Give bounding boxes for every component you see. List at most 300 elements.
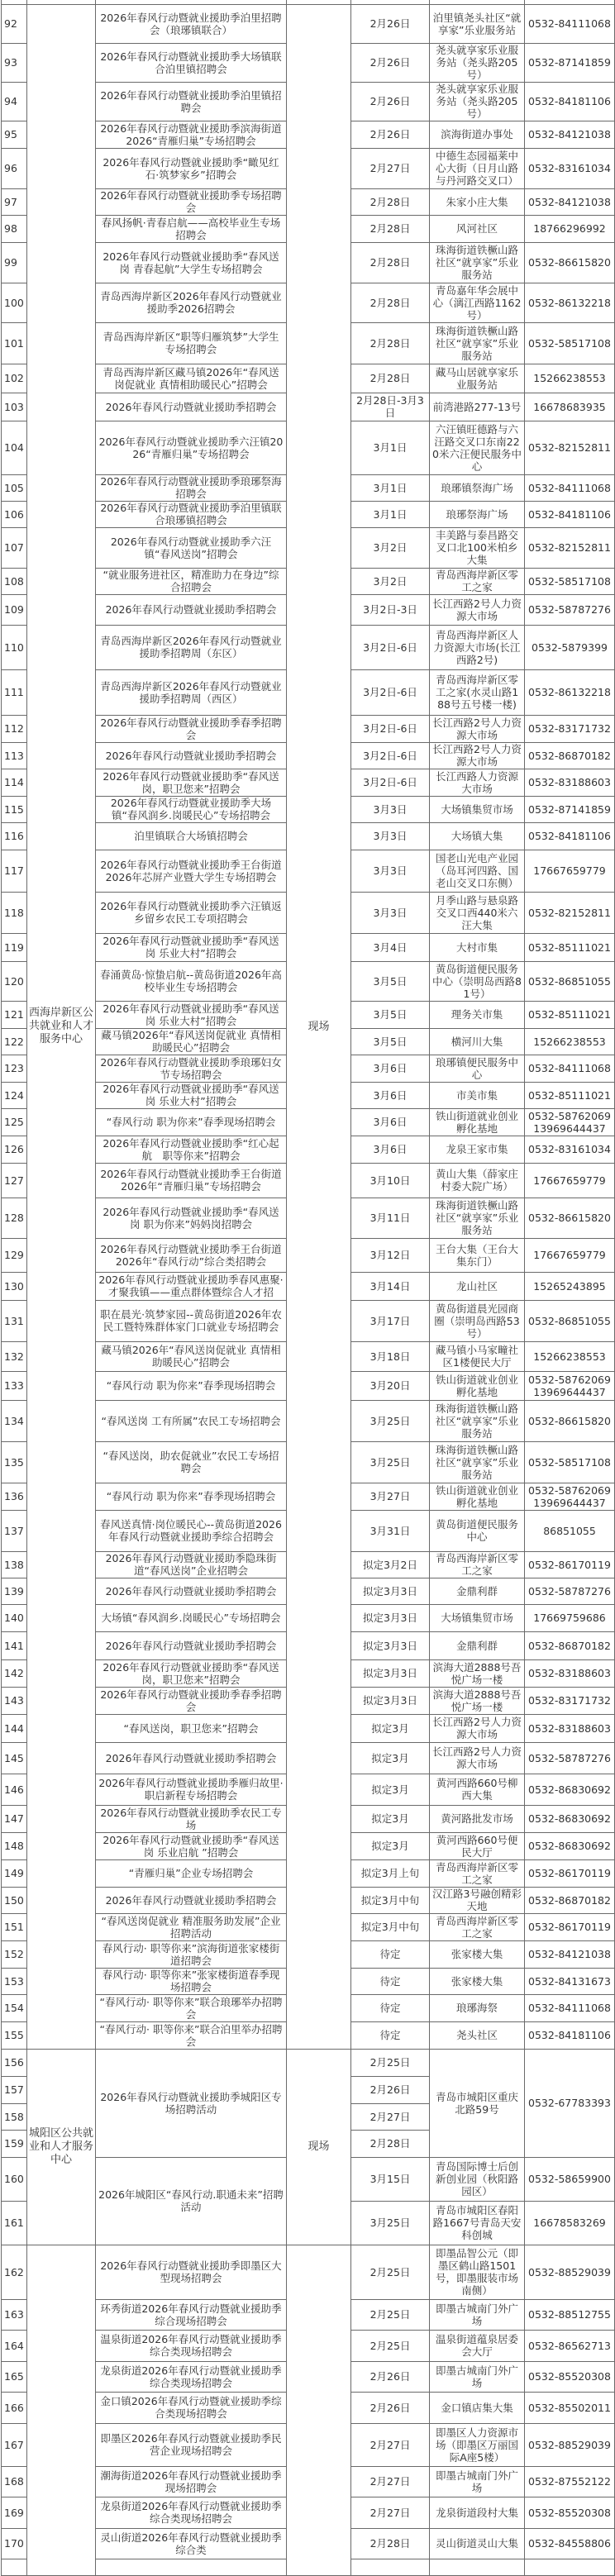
contact-phone: 17667659779: [525, 850, 615, 892]
event-date: 2月27日: [351, 2466, 430, 2497]
event-date: 拟定3月2日: [351, 1551, 430, 1578]
event-date: 拟定3月上旬: [351, 1859, 430, 1887]
row-number: 108: [2, 568, 27, 594]
event-name: 潮海街道2026年春风行动暨就业援助季现场招聘会: [96, 2466, 287, 2497]
event-location: 长江西路2号人力资源大市场: [430, 1714, 525, 1742]
contact-phone: 15266238553: [525, 1028, 615, 1055]
event-location: 铁山街道就业创业孵化基地: [430, 1108, 525, 1136]
contact-phone: 0532-83188603: [525, 1714, 615, 1742]
contact-phone: 0532-67783393: [525, 2049, 615, 2157]
event-name: 2026年春风行动暨就业援助季城阳区专场招聘活动: [96, 2049, 287, 2157]
contact-phone: 0532-83188603: [525, 769, 615, 796]
format-cell: 现场: [287, 4, 351, 2049]
event-location: 滨海大道2888号吾悦广场一楼: [430, 1687, 525, 1714]
contact-phone: 0532-88512755: [525, 2299, 615, 2330]
event-location: 中德生态园福莱中心大街（日月山路与丹河路交叉口）: [430, 148, 525, 188]
event-location: 金鼎利群: [430, 1631, 525, 1659]
event-name: 2026年春风行动暨就业援助季招聘会: [96, 1631, 287, 1659]
event-date: 2月28日: [351, 2528, 430, 2559]
row-number: 133: [2, 1371, 27, 1400]
event-date: 3月4日: [351, 933, 430, 961]
table-row: [2, 4, 615, 43]
contact-phone: 0532-58659900: [525, 2157, 615, 2201]
event-location: 珠海街道铁橛山路社区“就享家”乐业服务站: [430, 1198, 525, 1238]
contact-phone: 0532-83171732: [525, 1687, 615, 1714]
event-name: 2026年春风行动暨就业援助季“春风送岗，职卫您来”招聘会: [96, 1659, 287, 1687]
event-date: 3月3日: [351, 796, 430, 822]
event-name: 龙泉街道2026年春风行动暨就业援助季综合类现场招聘会: [96, 2497, 287, 2528]
event-name: 2026年春风行动暨就业援助季“瞰见红石·筑梦家乡”招聘会: [96, 148, 287, 188]
row-number: 155: [2, 2021, 27, 2049]
event-date: 3月2日-6日: [351, 715, 430, 742]
event-name: 2026年春风行动暨就业援助季招聘会: [96, 742, 287, 769]
event-name: 2026年春风行动暨就业援助季六汪镇“春风送岗”招聘会: [96, 527, 287, 568]
contact-phone: 0532-88529039: [525, 2245, 615, 2299]
event-date: 3月12日: [351, 1238, 430, 1272]
row-number: 154: [2, 1994, 27, 2021]
event-location: 珠海街道铁橛山路社区“就享家”乐业服务站: [430, 1400, 525, 1441]
event-name: 2026年春风行动暨就业援助季招聘会: [96, 393, 287, 421]
event-location: 大场镇集贸市场: [430, 1604, 525, 1631]
row-number: 100: [2, 283, 27, 322]
contact-phone: 0532-85111021: [525, 1082, 615, 1108]
row-number: 164: [2, 2330, 27, 2361]
event-name: 春风行动· 职等你来”张家楼街道春季现场招聘会: [96, 1968, 287, 1994]
contact-phone: 0532-84111068: [525, 4, 615, 43]
contact-phone: 0532-84181106: [525, 822, 615, 850]
event-date: 3月5日: [351, 1028, 430, 1055]
row-number: 146: [2, 1774, 27, 1805]
event-date: 拟定3月3日: [351, 1578, 430, 1604]
contact-phone: 0532-85520308: [525, 2361, 615, 2392]
contact-phone: 0532-84121038: [525, 1940, 615, 1968]
contact-phone: 15266238553: [525, 1341, 615, 1371]
event-name: 2026年春风行动暨就业援助季春季招聘会: [96, 715, 287, 742]
row-number: 103: [2, 393, 27, 421]
event-name: 2026年春风行动暨就业援助季春季招聘会: [96, 1687, 287, 1714]
row-number: 99: [2, 242, 27, 283]
row-number: 140: [2, 1604, 27, 1631]
row-number: 144: [2, 1714, 27, 1742]
event-name: 2026年春风行动暨就业援助季招聘会: [96, 594, 287, 625]
row-number: 151: [2, 1913, 27, 1940]
event-date: 拟定3月: [351, 1742, 430, 1774]
contact-phone: 0532-87141859: [525, 796, 615, 822]
row-number: 95: [2, 121, 27, 148]
event-location: 前湾港路277-13号: [430, 393, 525, 421]
event-date: 拟定3月: [351, 1832, 430, 1859]
contact-phone: 0532-83161034: [525, 148, 615, 188]
event-date: 3月2日: [351, 568, 430, 594]
event-location: 长江西路2号人力资源大市场: [430, 715, 525, 742]
row-number: 136: [2, 1483, 27, 1510]
row-number: 167: [2, 2423, 27, 2466]
event-name: 2026年春风行动暨就业援助季王台街道2026年“春风行动”综合类招聘会: [96, 1238, 287, 1272]
contact-phone: 0532-84121038: [525, 121, 615, 148]
row-number: 134: [2, 1400, 27, 1441]
row-number: 112: [2, 715, 27, 742]
event-location: 大村市集: [430, 933, 525, 961]
row-number: 165: [2, 2361, 27, 2392]
event-location: 青岛西海岸新区零工之家: [430, 1859, 525, 1887]
event-date: 2月27日: [351, 2103, 430, 2130]
event-name: 2026年春风行动暨就业援助季王台街道2026年芯屏产业暨大学生专场招聘会: [96, 850, 287, 892]
event-name: “就业服务进社区，精准助力在身边”综合招聘会: [96, 568, 287, 594]
contact-phone: 17669759686: [525, 1604, 615, 1631]
event-date: 3月2日-6日: [351, 742, 430, 769]
contact-phone: 17667659779: [525, 1163, 615, 1198]
event-date: 3月5日: [351, 961, 430, 1001]
row-number: 93: [2, 43, 27, 82]
event-location: 铁山街道就业创业孵化基地: [430, 1371, 525, 1400]
row-number: 123: [2, 1055, 27, 1082]
event-date: 2月26日: [351, 2361, 430, 2392]
row-number: 126: [2, 1136, 27, 1163]
event-name: 2026年春风行动暨就业援助季农民工专场: [96, 1805, 287, 1832]
row-number: 138: [2, 1551, 27, 1578]
row-number: 119: [2, 933, 27, 961]
contact-phone: 0532-86870182: [525, 742, 615, 769]
event-location: 珠海街道铁橛山路社区“就享家”乐业服务站: [430, 322, 525, 364]
organizer-cell: 城阳区公共就业和人才服务中心: [27, 2049, 96, 2245]
event-location: 琅琊海祭: [430, 1994, 525, 2021]
event-location: 理务关市集: [430, 1001, 525, 1028]
event-name: 2026年春风行动暨就业援助季“春风送岗 乐业大村”招聘会: [96, 933, 287, 961]
event-date: 2月28日: [351, 215, 430, 242]
row-number: 116: [2, 822, 27, 850]
event-name: 2026年春风行动暨就业援助季春风惠聚·才聚我镇——重点群体暨综合人才招: [96, 1272, 287, 1300]
row-number: 94: [2, 82, 27, 121]
event-name: 2026年春风行动暨就业援助季专场招聘会: [96, 188, 287, 215]
event-name: 2026年春风行动暨就业援助季泊里镇招聘会: [96, 82, 287, 121]
row-number: 158: [2, 2103, 27, 2130]
event-date: 待定: [351, 2021, 430, 2049]
contact-phone: 0532-85502011: [525, 2392, 615, 2423]
table-row: [2, 2245, 615, 2299]
event-location: 藏马镇小马家疃社区1楼便民大厅: [430, 1341, 525, 1371]
event-date: 2月28日: [351, 2130, 430, 2157]
contact-phone: 0532-82152811: [525, 892, 615, 933]
contact-phone: 15266238553: [525, 364, 615, 393]
event-name: 2026年春风行动暨就业援助季“春风送岗，职卫您来”招聘会: [96, 769, 287, 796]
contact-phone: 0532-58787276: [525, 1742, 615, 1774]
organizer-cell: [27, 2245, 96, 2575]
row-number: 137: [2, 1510, 27, 1551]
event-date: 3月2日-6日: [351, 669, 430, 715]
row-number: 152: [2, 1940, 27, 1968]
row-number: 168: [2, 2466, 27, 2497]
event-name: 灵山街道2026年春风行动暨就业援助季综合类: [96, 2528, 287, 2559]
row-number: 115: [2, 796, 27, 822]
row-number: 118: [2, 892, 27, 933]
event-date: 3月1日: [351, 474, 430, 501]
contact-phone: 0532-84181106: [525, 501, 615, 527]
event-date: 2月28日: [351, 283, 430, 322]
event-name: 2026年春风行动暨就业援助季六汪镇2026“青雁归巢”专场招聘会: [96, 421, 287, 474]
contact-phone: 0532-86170119: [525, 1551, 615, 1578]
event-date: 2月28日: [351, 364, 430, 393]
contact-phone: 0532-85111021: [525, 933, 615, 961]
row-number: 159: [2, 2130, 27, 2157]
event-date: 3月2日: [351, 527, 430, 568]
event-name: 温泉街道2026年春风行动暨就业援助季综合类现场招聘会: [96, 2330, 287, 2361]
event-date: 3月1日: [351, 501, 430, 527]
event-date: 3月25日: [351, 2201, 430, 2245]
event-name: 2026年春风行动暨就业援助季“红心起航 职等你来”招聘会: [96, 1136, 287, 1163]
event-name: 泊里镇联合大场镇招聘会: [96, 822, 287, 850]
event-location: 风河社区: [430, 215, 525, 242]
format-cell: [287, 2245, 351, 2575]
event-name: “春风行动· 职等你来”联合泊里举办招聘会: [96, 2021, 287, 2049]
row-number: 114: [2, 769, 27, 796]
event-name: “春风行动 职为你来”春季现场招聘会: [96, 1108, 287, 1136]
event-location: 珠海街道铁橛山路社区“就享家”乐业服务站: [430, 1441, 525, 1483]
event-location: 六汪镇旺德路与六汪路交叉口东南220米六汪便民服务中心: [430, 421, 525, 474]
event-date: 3月10日: [351, 1163, 430, 1198]
event-name: 青岛西海岸新区2026年春风行动暨就业援助季2026招聘会: [96, 283, 287, 322]
event-name: 2026年春风行动暨就业援助季招聘会: [96, 1578, 287, 1604]
row-number: 141: [2, 1631, 27, 1659]
contact-phone: 0532-82152811: [525, 421, 615, 474]
event-date: 2月26日: [351, 121, 430, 148]
table-row: [2, 2049, 615, 2076]
row-number: 110: [2, 625, 27, 669]
event-name: 2026年春风行动暨就业援助季大场镇“春风润乡.岗暖民心”专场招聘会: [96, 796, 287, 822]
event-name: 2026年春风行动暨就业援助季王台街道2026年“青雁归巢”专场招聘会: [96, 1163, 287, 1198]
row-number: 131: [2, 1300, 27, 1341]
row-number: 139: [2, 1578, 27, 1604]
event-location: 珠海街道铁橛山路社区“就享家”乐业服务站: [430, 242, 525, 283]
event-name: 环秀街道2026年春风行动暨就业援助季综合现场招聘会: [96, 2299, 287, 2330]
event-location: [430, 2559, 525, 2575]
event-date: 2月26日: [351, 82, 430, 121]
event-location: 滨海街道办事处: [430, 121, 525, 148]
row-number: 148: [2, 1832, 27, 1859]
event-date: [351, 2559, 430, 2575]
row-number: 162: [2, 2245, 27, 2299]
event-date: 2月27日: [351, 2423, 430, 2466]
event-date: 待定: [351, 1994, 430, 2021]
contact-phone: 0532-86830692: [525, 1805, 615, 1832]
event-date: 拟定3月: [351, 1774, 430, 1805]
event-location: 青岛市城阳区重庆北路59号: [430, 2049, 525, 2157]
event-date: 2月25日: [351, 2330, 430, 2361]
row-number: 106: [2, 501, 27, 527]
row-number: 129: [2, 1238, 27, 1272]
event-name: 2026年春风行动暨就业援助季即墨区大型现场招聘会: [96, 2245, 287, 2299]
event-date: 3月31日: [351, 1510, 430, 1551]
row-number: 125: [2, 1108, 27, 1136]
event-name: 春风送真情·岗位暖民心--黄岛街道2026年春风行动暨就业援助季综合招聘会: [96, 1510, 287, 1551]
event-date: 3月18日: [351, 1341, 430, 1371]
contact-phone: 0532-58787276: [525, 1578, 615, 1604]
row-number: 160: [2, 2157, 27, 2201]
contact-phone: 0532-86870182: [525, 1887, 615, 1913]
event-location: 青岛西海岸新区零工之家: [430, 1551, 525, 1578]
event-date: 3月17日: [351, 1300, 430, 1341]
event-date: 3月3日: [351, 822, 430, 850]
event-name: 2026年春风行动暨就业援助季“春风送岗 乐业大村”招聘会: [96, 1001, 287, 1028]
event-name: 2026年春风行动暨就业援助季滨海街道2026“青雁归巢”专场招聘会: [96, 121, 287, 148]
event-date: 3月25日: [351, 1441, 430, 1483]
contact-phone: 0532-82152811: [525, 527, 615, 568]
contact-phone: 0532-86830692: [525, 1832, 615, 1859]
event-location: 青岛西海岸新区零工之家(水灵山路188号五号楼一楼): [430, 669, 525, 715]
row-number: 147: [2, 1805, 27, 1832]
event-location: 尧头社区: [430, 2021, 525, 2049]
event-location: 汉江路3号融创精彩天地: [430, 1887, 525, 1913]
row-number: 130: [2, 1272, 27, 1300]
event-date: 待定: [351, 1940, 430, 1968]
event-date: 2月25日: [351, 2049, 430, 2076]
contact-phone: 18766296992: [525, 215, 615, 242]
event-date: 3月25日: [351, 1400, 430, 1441]
event-date: 3月6日: [351, 1082, 430, 1108]
event-name: 藏马镇2026年“春风送岗促就业 真情相助暖民心”招聘会: [96, 1341, 287, 1371]
event-date: 3月20日: [351, 1371, 430, 1400]
row-number: 166: [2, 2392, 27, 2423]
event-date: 拟定3月3日: [351, 1659, 430, 1687]
event-location: 黄河西路660号柳西大集: [430, 1774, 525, 1805]
row-number: 145: [2, 1742, 27, 1774]
contact-phone: 0532-87141859: [525, 43, 615, 82]
event-name: 春风行动· 职等你来”滨海街道张家楼街道招聘会: [96, 1940, 287, 1968]
contact-phone: 0532-84181106: [525, 82, 615, 121]
format-cell: 现场: [287, 2049, 351, 2245]
event-location: 黄岛街道晨光园商圈（崇明岛西路53号）: [430, 1300, 525, 1341]
event-name: 春风扬帆·青春启航——高校毕业生专场招聘会: [96, 215, 287, 242]
event-location: 月季山路与悬泉路交叉口西440米六汪大集: [430, 892, 525, 933]
event-name: 藏马镇2026年“春风送岗促就业 真情相助暖民心”招聘会: [96, 1028, 287, 1055]
event-name: “春风送岗，助农促就业”农民工专场招聘会: [96, 1441, 287, 1483]
event-location: 大场镇集贸市场: [430, 796, 525, 822]
row-number: 143: [2, 1687, 27, 1714]
event-date: 2月26日: [351, 4, 430, 43]
row-number: 101: [2, 322, 27, 364]
event-location: 青岛国际博士后创新创业园（秋阳路园区）: [430, 2157, 525, 2201]
event-location: 长江西路2号人力资源大市场: [430, 742, 525, 769]
event-location: 金口镇店集大集: [430, 2392, 525, 2423]
row-number: 153: [2, 1968, 27, 1994]
contact-phone: 0532-58762069 13969644437: [525, 1483, 615, 1510]
contact-phone: 0532-86870182: [525, 1631, 615, 1659]
event-name: 2026年春风行动暨就业援助季隐珠街道“春风送岗”企业招聘会: [96, 1551, 287, 1578]
event-location: 黄山大集（薛家庄村委大院广场）: [430, 1163, 525, 1198]
contact-phone: 0532-58517108: [525, 568, 615, 594]
contact-phone: 86851055: [525, 1510, 615, 1551]
contact-phone: 0532-84111068: [525, 474, 615, 501]
contact-phone: 0532-58762069 13969644437: [525, 1108, 615, 1136]
event-location: 黄岛街道便民服务中心: [430, 1510, 525, 1551]
contact-phone: 0532-83161034: [525, 1136, 615, 1163]
row-number: 127: [2, 1163, 27, 1198]
event-name: 青岛西海岸新区2026年春风行动暨就业援助季招聘周（西区）: [96, 669, 287, 715]
contact-phone: 0532-86615820: [525, 1198, 615, 1238]
event-location: 张家楼大集: [430, 1940, 525, 1968]
contact-phone: 15265243895: [525, 1272, 615, 1300]
event-name: 2026年春风行动暨就业援助季“春风送岗 职为你来”妈妈岗招聘会: [96, 1198, 287, 1238]
event-date: 2月26日: [351, 2392, 430, 2423]
contact-phone: 0532-58762069 13969644437: [525, 1371, 615, 1400]
row-number: 132: [2, 1341, 27, 1371]
event-date: 拟定3月3日: [351, 1631, 430, 1659]
row-number: 142: [2, 1659, 27, 1687]
event-location: 长江西路2号人力资源大市场: [430, 594, 525, 625]
event-date: 3月3日: [351, 892, 430, 933]
event-location: 长江西路人力资源大市场: [430, 769, 525, 796]
event-name: 2026年春风行动暨就业援助季雁归故里·职启新程专场招聘会: [96, 1774, 287, 1805]
organizer-cell: 西海岸新区公共就业和人才服务中心: [27, 4, 96, 2049]
event-location: 青岛市城阳区春阳路1667号青岛天安科创城: [430, 2201, 525, 2245]
contact-phone: 0532-88529039: [525, 2423, 615, 2466]
event-date: 3月14日: [351, 1272, 430, 1300]
event-location: 青岛嘉年华会展中心（漓江西路1162号）: [430, 283, 525, 322]
event-location: 黄河路批发市场: [430, 1805, 525, 1832]
event-location: 龙山社区: [430, 1272, 525, 1300]
event-location: 丰美路与泰昌路交叉口北100米柏乡大集: [430, 527, 525, 568]
contact-phone: 0532-58517108: [525, 1441, 615, 1483]
event-location: 国老山光电产业园（岛耳河四路、国老山交叉口东侧）: [430, 850, 525, 892]
row-number: 122: [2, 1028, 27, 1055]
event-name: 2026年城阳区“春风行动.职通未来”招聘活动: [96, 2157, 287, 2245]
row-number: 121: [2, 1001, 27, 1028]
row-number: 161: [2, 2201, 27, 2245]
event-location: 张家楼大集: [430, 1968, 525, 1994]
row-number: [2, 2559, 27, 2575]
event-date: 3月6日: [351, 1136, 430, 1163]
contact-phone: 16678583269: [525, 2201, 615, 2245]
event-date: 拟定3月: [351, 1714, 430, 1742]
row-number: 128: [2, 1198, 27, 1238]
event-location: 龙泉王家市集: [430, 1136, 525, 1163]
recruitment-schedule-table: [1, 0, 615, 2576]
event-location: 琅琊镇便民服务中心: [430, 1055, 525, 1082]
contact-phone: 0532-58787276: [525, 594, 615, 625]
event-location: 横河川大集: [430, 1028, 525, 1055]
row-number: 107: [2, 527, 27, 568]
contact-phone: 0532-84111068: [525, 1055, 615, 1082]
event-location: 温泉街道蕴泉居委会大厅: [430, 2330, 525, 2361]
event-date: 2月26日: [351, 2076, 430, 2103]
event-date: 3月2日-6日: [351, 769, 430, 796]
event-location: 大场镇大集: [430, 822, 525, 850]
contact-phone: [525, 2559, 615, 2575]
contact-phone: 0532-86170119: [525, 1913, 615, 1940]
contact-phone: 0532-84121038: [525, 188, 615, 215]
row-number: 117: [2, 850, 27, 892]
event-date: 拟定3月3日: [351, 1604, 430, 1631]
contact-phone: 17667659779: [525, 1238, 615, 1272]
contact-phone: 0532-86562713: [525, 2330, 615, 2361]
row-number: 149: [2, 1859, 27, 1887]
event-name: 即墨区2026年春风行动暨就业援助季民营企业现场招聘会: [96, 2423, 287, 2466]
contact-phone: 0532-85520308: [525, 2497, 615, 2528]
contact-phone: 0532-83188603: [525, 1659, 615, 1687]
event-date: 3月5日: [351, 1001, 430, 1028]
contact-phone: 0532-86851055: [525, 1300, 615, 1341]
event-name: “春风行动· 职等你来”联合琅琊举办招聘会: [96, 1994, 287, 2021]
contact-phone: 16678683935: [525, 393, 615, 421]
contact-phone: 0532-86830692: [525, 1774, 615, 1805]
event-date: 2月27日: [351, 2497, 430, 2528]
event-name: 金口镇2026年春风行动暨就业援助季综合类现场招聘会: [96, 2392, 287, 2423]
event-location: 琅琊镇祭海广场: [430, 474, 525, 501]
event-name: 青岛西海岸新区藏马镇2026年“春风送岗促就业 真情相助暖民心”招聘会: [96, 364, 287, 393]
event-name: 青岛西海岸新区2026年春风行动暨就业援助季招聘周（东区）: [96, 625, 287, 669]
event-date: 3月2日-6日: [351, 625, 430, 669]
event-date: 2月25日: [351, 2299, 430, 2330]
event-name: “青雁归巢”企业专场招聘会: [96, 1859, 287, 1887]
